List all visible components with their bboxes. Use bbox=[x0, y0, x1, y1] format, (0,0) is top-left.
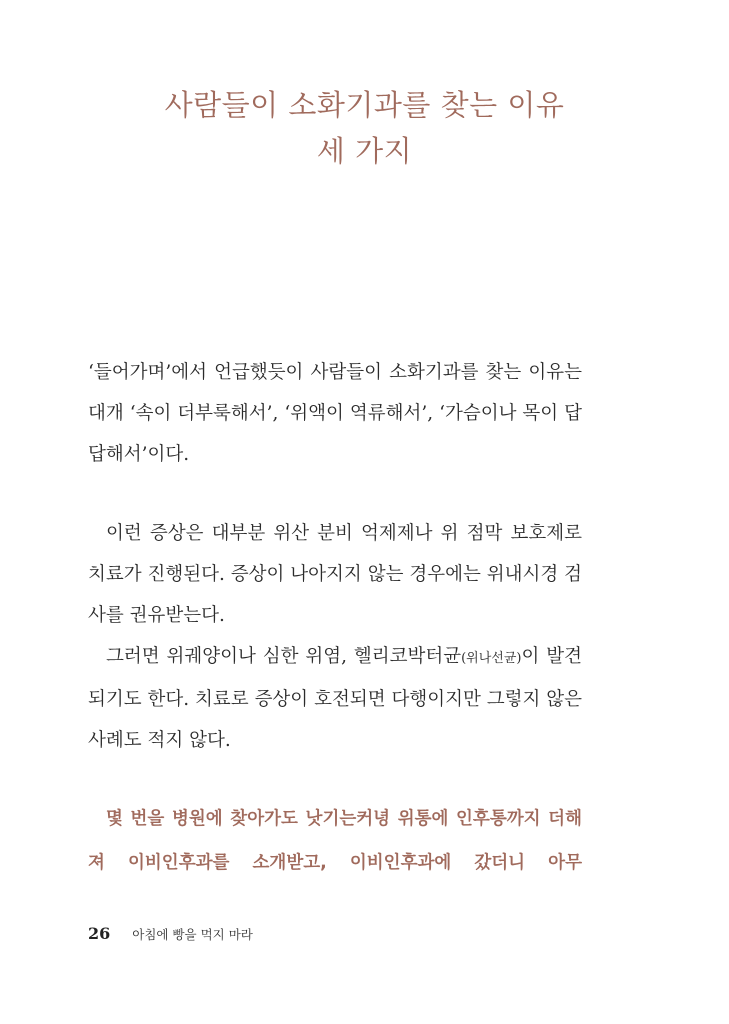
paragraph-diagnosis-start: 그러면 위궤양이나 심한 위염, 헬리코박터균 bbox=[106, 646, 462, 667]
paragraph-diagnosis bbox=[88, 636, 582, 761]
chapter-title bbox=[0, 82, 729, 174]
book-title: 아침에 빵을 먹지 마라 bbox=[132, 927, 253, 942]
page-footer bbox=[88, 924, 253, 943]
chapter-title-line-1: 사람들이 소화기과를 찾는 이유 bbox=[164, 88, 565, 122]
paragraph-treatment: 이런 증상은 대부분 위산 분비 억제제나 위 점막 보호제로 치료가 진행된다. 증상이 나아지지 않는 경우에는 위내시경 검사를 권유받는다. bbox=[88, 523, 582, 626]
paragraph-intro: ‘들어가며’에서 언급했듯이 사람들이 소화기과를 찾는 이유는 대개 ‘속이 더부룩해서’, ‘위액이 역류해서’, ‘가슴이나 목이 답답해서’이다. bbox=[88, 362, 582, 465]
page-number: 26 bbox=[88, 924, 111, 943]
paragraph-diagnosis-parenthetical: (위나선균) bbox=[461, 651, 522, 666]
body-text bbox=[88, 352, 582, 885]
chapter-title-line-2: 세 가지 bbox=[316, 134, 413, 168]
highlight-paragraph: 몇 번을 병원에 찾아가도 낫기는커녕 위통에 인후통까지 더해져 이비인후과를 소개받고, 이비인후과에 갔더니 아무 bbox=[88, 809, 582, 873]
paragraph-diagnosis-end: 이 발견되기도 한다. 치료로 증상이 호전되면 다행이지만 그렇지 않은 사례도 적지 않다. bbox=[88, 646, 582, 751]
